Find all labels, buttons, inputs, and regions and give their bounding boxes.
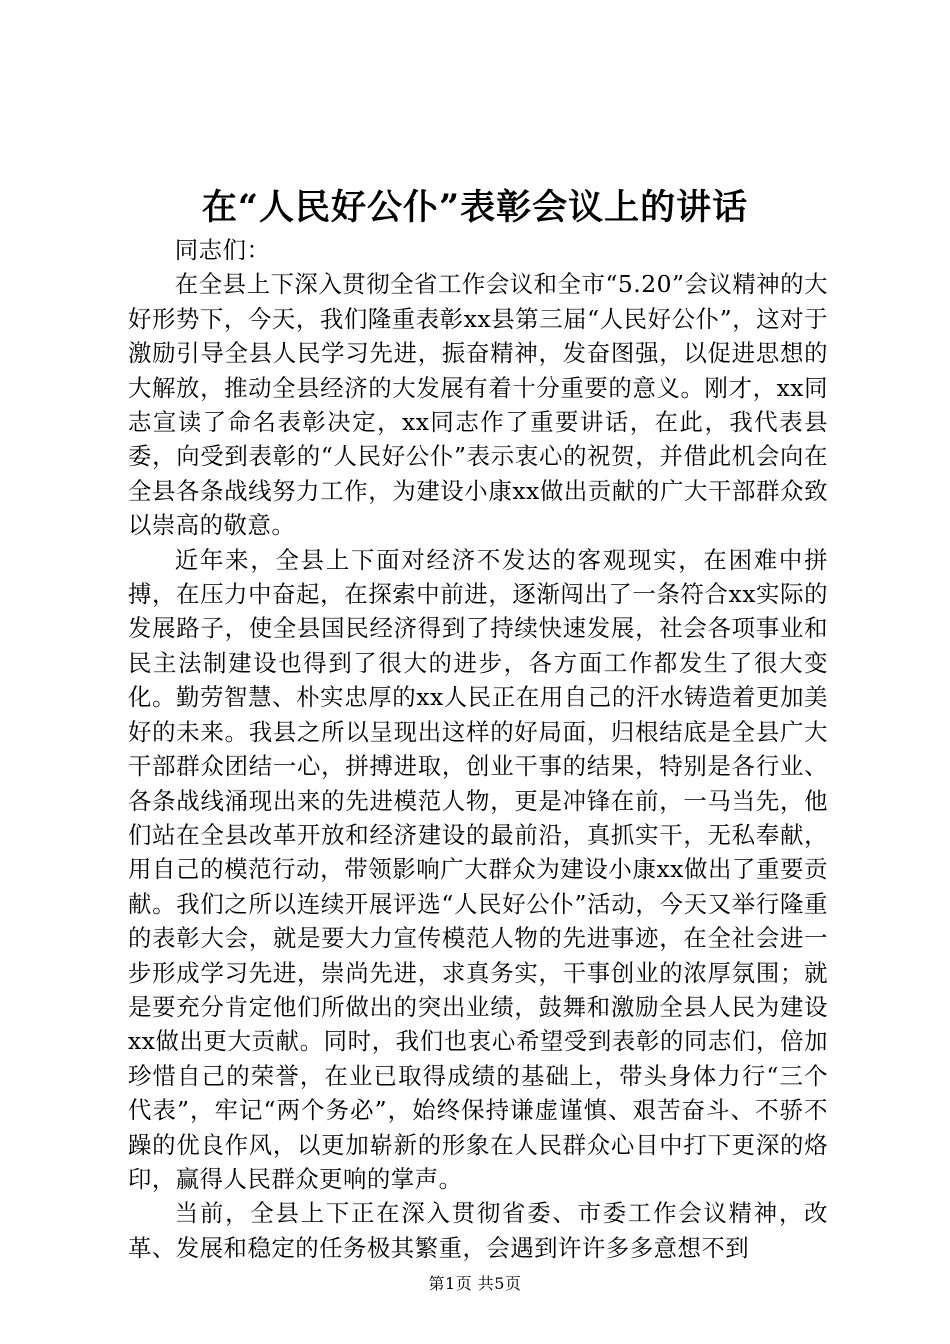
paragraph-1: 在全县上下深入贯彻全省工作会议和全市“5.20”会议精神的大好形势下，今天，我们隆重表彰xx县第三届“人民好公仆”，这对于激励引导全县人民学习先进，振奋精神，发奋图强，以促进思想的大解放，推动全县经济的大发展有着十分重要的意义。刚才，xx同志宣读了命名表彰决定，xx同志作了重要讲话，在此，我代表县委，向受到表彰的“人民好公仆”表示衷心的祝贺，并借此机会向在全县各条战线努力工作，为建设小康xx做出贡献的广大干部群众致以崇高的敬意。 [128,270,828,540]
paragraph-3: 当前，全县上下正在深入贯彻省委、市委工作会议精神，改革、发展和稳定的任务极其繁重，会遇到许许多多意想不到 [128,1199,828,1262]
salutation: 同志们： [174,236,271,264]
page-footer: 第1页 共5页 [428,1274,522,1293]
document-title: 在“人民好公仆”表彰会议上的讲话 [201,187,749,228]
document-body [128,233,828,1265]
paragraph-2: 近年来，全县上下面对经济不发达的客观现实，在困难中拼搏，在压力中奋起，在探索中前进，逐渐闯出了一条符合xx实际的发展路子，使全县国民经济得到了持续快速发展，社会各项事业和民主法制建设也得到了很大的进步，各方面工作都发生了很大变化。勤劳智慧、朴实忠厚的xx人民正在用自己的汗水铸造着更加美好的未来。我县之所以呈现出这样的好局面，归根结底是全县广大干部群众团结一心，拼搏进取，创业干事的结果，特别是各行业、各条战线涌现出来的先进模范人物，更是冲锋在前，一马当先，他们站在全县改革开放和经济建设的最前沿，真抓实干，无私奉献，用自己的模范行动，带领影响广大群众为建设小康xx做出了重要贡献。我们之所以连续开展评选“人民好公仆”活动，今天又举行隆重的表彰大会，就是要大力宣传模范人物的先进事迹，在全社会进一步形成学习先进，崇尚先进，求真务实，干事创业的浓厚氛围；就是要充分肯定他们所做出的突出业绩，鼓舞和激励全县人民为建设xx做出更大贡献。同时，我们也衷心希望受到表彰的同志们，倍加珍惜自己的荣誉，在业已取得成绩的基础上，带头身体力行“三个代表”，牢记“两个务必”，始终保持谦虚谨慎、艰苦奋斗、不骄不躁的优良作风，以更加崭新的形象在人民群众心目中打下更深的烙印，赢得人民群众更响的掌声。 [128,545,828,1193]
